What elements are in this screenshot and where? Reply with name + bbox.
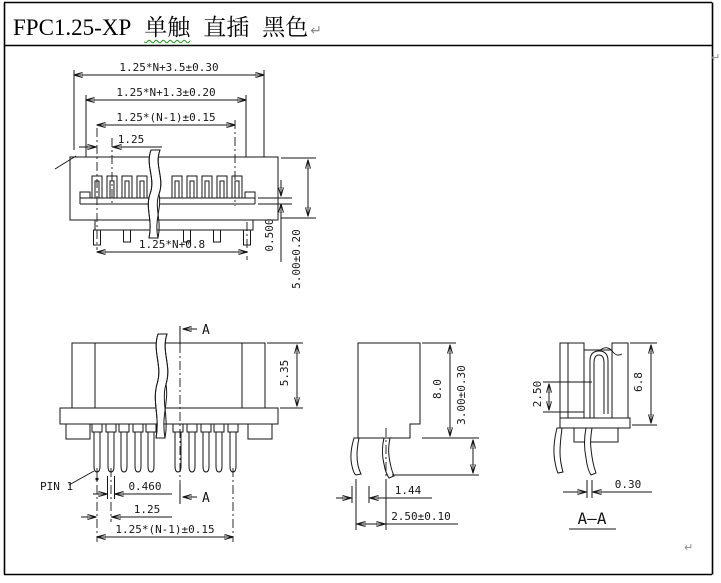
right-leg: [383, 438, 395, 478]
title-feature-color: 黑色: [262, 15, 309, 40]
right-hatched-wall: [612, 343, 628, 418]
section-cut-line: [180, 323, 210, 506]
title-model: FPC1.25-XP: [13, 15, 132, 40]
anchor-mark: ↵: [711, 51, 721, 64]
drawing-title: [13, 9, 322, 42]
dim-label: 0.500: [263, 218, 276, 252]
dim-label: 1.25*N+3.5±0.30: [119, 61, 219, 74]
left-hatched-wall: [568, 343, 584, 418]
left-leg: [351, 438, 361, 475]
dim-contact-thickness: [563, 478, 652, 498]
dim-pitch: [79, 133, 162, 147]
pin: [133, 424, 143, 472]
dim-pin-width: [93, 476, 172, 499]
housing-outline: [70, 157, 278, 220]
contact: [217, 176, 227, 198]
dim-label: 0.460: [128, 480, 162, 493]
right-tab: [248, 424, 272, 439]
dim-tail-span: [97, 238, 247, 252]
corner-leader: [55, 156, 76, 169]
section-arrow-label: A: [202, 491, 210, 506]
dim-height: [630, 343, 657, 425]
strip-right-lip: [245, 192, 255, 198]
front-view: [55, 61, 316, 289]
section-view: [531, 343, 657, 529]
dim-height: [422, 343, 456, 438]
front-view-contacts: [92, 176, 242, 198]
pin: [187, 424, 197, 472]
section-arrow-label: A: [202, 323, 210, 338]
plan-view: [40, 323, 303, 542]
pin: [228, 424, 238, 472]
pin: [201, 424, 211, 472]
contact: [187, 176, 197, 198]
dim-label: 3.00±0.30: [455, 365, 468, 425]
paragraph-mark: ↵: [684, 541, 694, 554]
dim-label: 1.25*N+1.3±0.20: [116, 86, 216, 99]
pin-1: [92, 424, 102, 472]
pin1-callout: [40, 471, 99, 493]
side-view: [336, 343, 479, 530]
dim-label: 1.25*N+0.8: [138, 238, 206, 251]
dim-label: 2.50±0.10: [391, 510, 451, 523]
dim-base-thickness: [258, 180, 292, 262]
break-lines: [148, 150, 161, 238]
housing-outline: [72, 343, 265, 408]
left-tab: [66, 424, 90, 439]
plan-view-body: [60, 343, 278, 439]
break-lines: [155, 334, 168, 438]
dim-contact-span: [97, 523, 233, 537]
pin: [214, 424, 224, 472]
plan-view-pins: [92, 424, 238, 472]
dim-label: 5.00±0.20: [290, 229, 303, 289]
contact-spring: [584, 348, 622, 418]
contact: [172, 176, 182, 198]
dim-label: 1.25: [133, 503, 161, 516]
dim-label: 2.50: [531, 380, 544, 408]
dim-total-width: [74, 61, 264, 157]
contact: [137, 176, 147, 198]
pin: [119, 424, 129, 472]
title-feature-contact: 单触: [144, 15, 191, 40]
dim-label: 1.25*(N-1)±0.15: [115, 523, 215, 536]
pin: [173, 424, 183, 472]
flange: [60, 408, 278, 424]
dim-depth: [267, 343, 303, 408]
front-view-body: [55, 156, 278, 230]
dim-leg-width: [336, 484, 432, 503]
contact: [122, 176, 132, 198]
dim-label: 5.35: [278, 359, 291, 387]
left-leg: [554, 428, 563, 473]
leader-line: [69, 471, 94, 485]
right-leg: [585, 428, 597, 475]
dim-label: 0.30: [614, 478, 642, 491]
pin: [146, 424, 156, 472]
paragraph-mark: ↵: [310, 23, 322, 39]
side-body: [358, 343, 420, 438]
dim-label: 1.25*(N-1)±0.15: [116, 111, 216, 124]
title-feature-mount: 直插: [203, 15, 250, 40]
section-title-label: A—A: [577, 509, 607, 528]
housing-base: [95, 220, 253, 230]
contact: [232, 176, 242, 198]
pin: [106, 424, 116, 472]
dim-contact-depth: [531, 381, 592, 412]
outer-wall: [560, 343, 568, 418]
base-block: [560, 418, 630, 428]
dim-contact-span: [97, 111, 235, 125]
dim-label: 1.44: [394, 484, 422, 497]
contact: [202, 176, 212, 198]
pin1-label: PIN 1: [40, 480, 74, 493]
dim-label: 6.8: [632, 372, 645, 392]
section-title: [569, 509, 616, 529]
base-step: [574, 428, 618, 442]
dim-pitch: [81, 503, 172, 517]
dim-label: 1.25: [117, 133, 145, 146]
dim-label: 8.0: [431, 379, 444, 399]
strip-left-lip: [80, 192, 90, 198]
dim-height: [281, 158, 316, 289]
